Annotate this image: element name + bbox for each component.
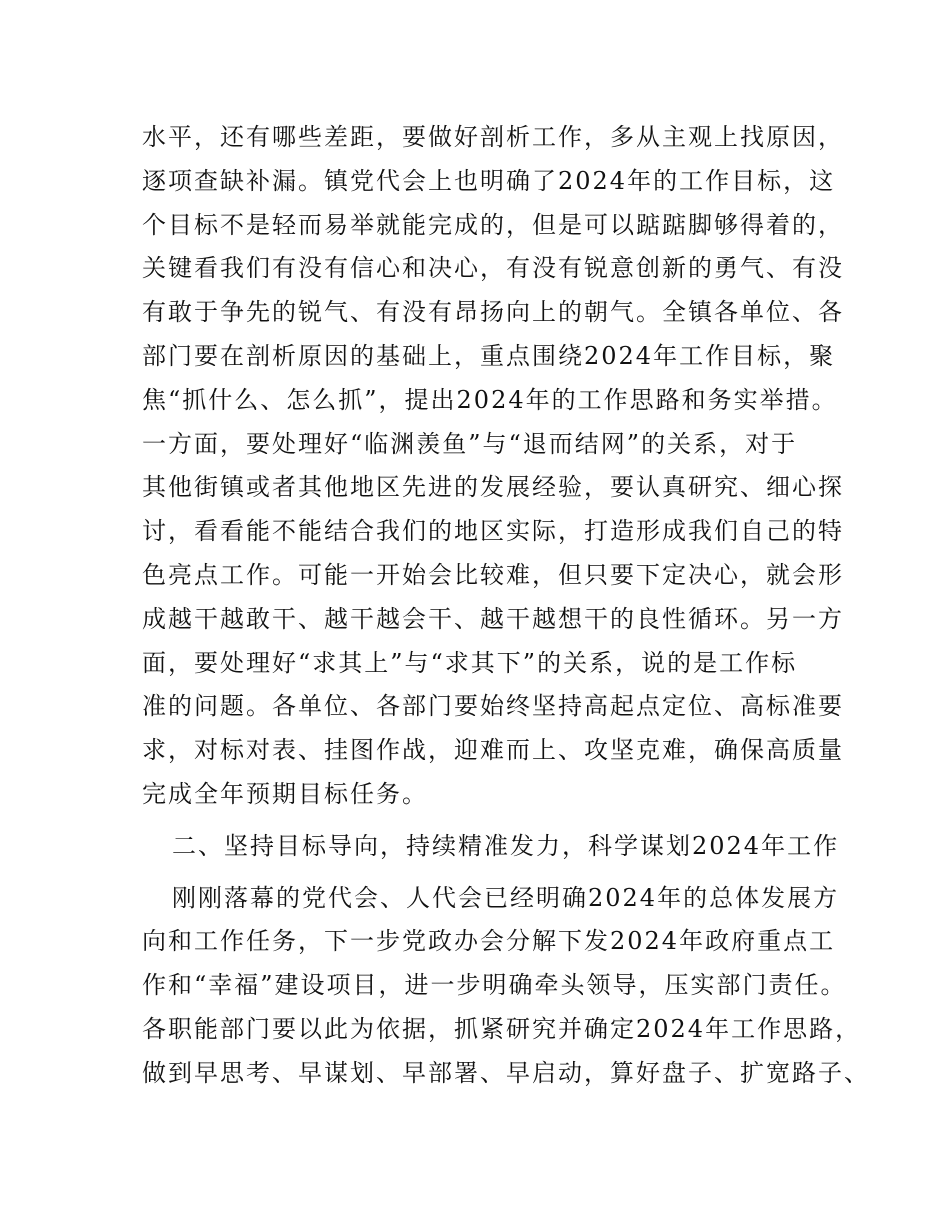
paragraph-line: 有敢于争先的锐气、有没有昂扬向上的朝气。全镇各单位、各 [142,298,844,327]
paragraph-line: 作和“幸福”建设项目，进一步明确牵头领导，压实部门责任。 [142,971,847,1000]
paragraph-line: 做到早思考、早谋划、早部署、早启动，算好盘子、扩宽路子、 [142,1058,870,1087]
paragraph-line: 面，要处理好“求其上”与“求其下”的关系，说的是工作标 [142,648,798,677]
section-heading: 二、坚持目标导向，持续精准发力，科学谋划2024年工作 [172,831,840,860]
paragraph-line: 向和工作任务，下一步党政办会分解下发2024年政府重点工 [142,927,836,956]
paragraph-line: 焦“抓什么、怎么抓”，提出2024年的工作思路和务实举措。 [142,385,838,414]
paragraph-line: 其他街镇或者其他地区先进的发展经验，要认真研究、细心探 [142,473,844,502]
paragraph-line: 逐项查缺补漏。镇党代会上也明确了2024年的工作目标，这 [142,166,836,195]
document-body [142,116,870,1096]
paragraph-line: 一方面，要处理好“临渊羡鱼”与“退而结网”的关系，对于 [142,429,798,458]
paragraph-gap [142,817,842,825]
paragraph-line: 个目标不是轻而易举就能完成的，但是可以踮踮脚够得着的， [142,210,844,239]
paragraph-line: 色亮点工作。可能一开始会比较难，但只要下定决心，就会形 [142,560,844,589]
paragraph-line: 完成全年预期目标任务。 [142,779,428,808]
paragraph-line: 各职能部门要以此为依据，抓紧研究并确定2024年工作思路， [142,1014,862,1043]
paragraph-line: 部门要在剖析原因的基础上，重点围绕2024年工作目标，聚 [142,341,836,370]
paragraph-line: 关键看我们有没有信心和决心，有没有锐意创新的勇气、有没 [142,254,844,283]
paragraph-2 [142,877,870,1096]
paragraph-line: 求，对标对表、挂图作战，迎难而上、攻坚克难，确保高质量 [142,736,844,765]
paragraph-1 [142,116,842,817]
paragraph-line: 讨，看看能不能结合我们的地区实际，打造形成我们自己的特 [142,517,844,546]
paragraph-line: 水平，还有哪些差距，要做好剖析工作，多从主观上找原因， [142,123,844,151]
paragraph-line: 成越干越敢干、越干越会干、越干越想干的良性循环。另一方 [142,604,844,633]
paragraph-line: 刚刚落幕的党代会、人代会已经明确2024年的总体发展方 [172,883,840,912]
paragraph-line: 准的问题。各单位、各部门要始终坚持高起点定位、高标准要 [142,692,844,721]
paragraph-gap [142,869,842,877]
